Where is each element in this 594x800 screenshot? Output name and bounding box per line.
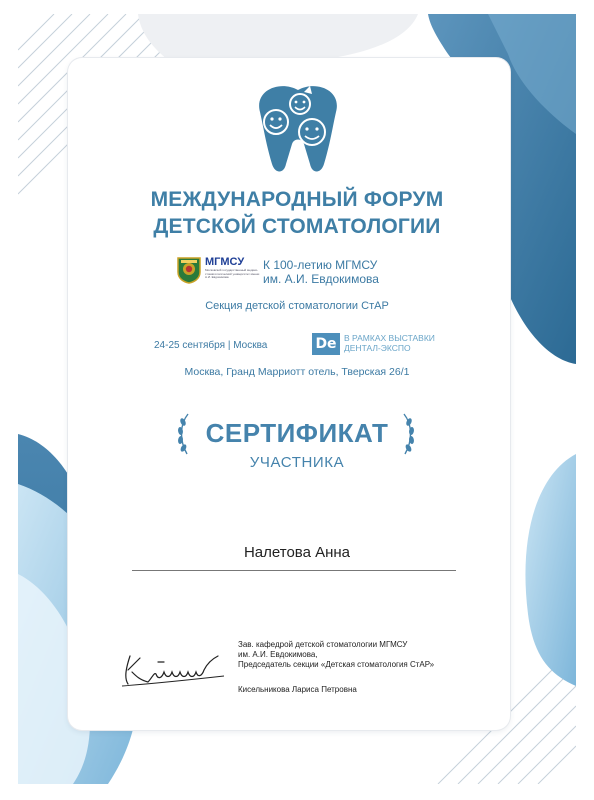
handwritten-signature [118,650,230,690]
certificate-subtitle: УЧАСТНИКА [249,454,345,471]
signatory-name: Кисельникова Лариса Петровна [238,685,357,694]
forum-title-line2: ДЕТСКОЙ СТОМАТОЛОГИИ [153,215,441,238]
signatory-title [238,640,434,670]
expo-line1: В РАМКАХ ВЫСТАВКИ [344,333,435,343]
mgmsu-crest-icon [176,256,202,284]
anniversary-text [263,258,379,286]
dental-expo-logo-icon [312,333,340,355]
blob-right-light [525,454,576,686]
forum-title-line1: МЕЖДУНАРОДНЫЙ ФОРУМ [150,188,444,211]
event-dates-city: 24-25 сентября | Москва [154,340,268,351]
anniversary-line1: К 100-летию МГМСУ [263,258,378,272]
signatory-line1: Зав. кафедрой детской стоматологии МГМСУ [238,640,408,649]
section-name: Секция детской стоматологии СтАР [205,300,389,312]
signatory-line3: Председатель секции «Детская стоматология СтАР» [238,660,435,669]
blob-top-grey [138,14,418,60]
event-city: Москва [233,340,268,351]
tooth-smiley-logo-icon [250,82,346,174]
participant-name: Налетова Анна [243,544,351,561]
certificate-title: СЕРТИФИКАТ [205,418,389,448]
forum-title [0,186,594,240]
name-underline [132,570,456,571]
event-dates: 24-25 сентября [154,340,226,351]
mgmsu-logo-text: МГМСУ [205,256,245,268]
expo-line2: ДЕНТАЛ-ЭКСПО [344,343,411,353]
event-venue: Москва, Гранд Марриотт отель, Тверская 26/1 [184,366,410,378]
signatory-line2: им. А.И. Евдокимова, [238,650,318,659]
dental-expo-logo-text: De [312,333,340,355]
mgmsu-logo-small-text: Московский государственный медико-стоматологический университет имени А.И. Евдокимова [205,268,260,280]
anniversary-line2: им. А.И. Евдокимова [263,272,379,286]
expo-caption [344,333,435,353]
